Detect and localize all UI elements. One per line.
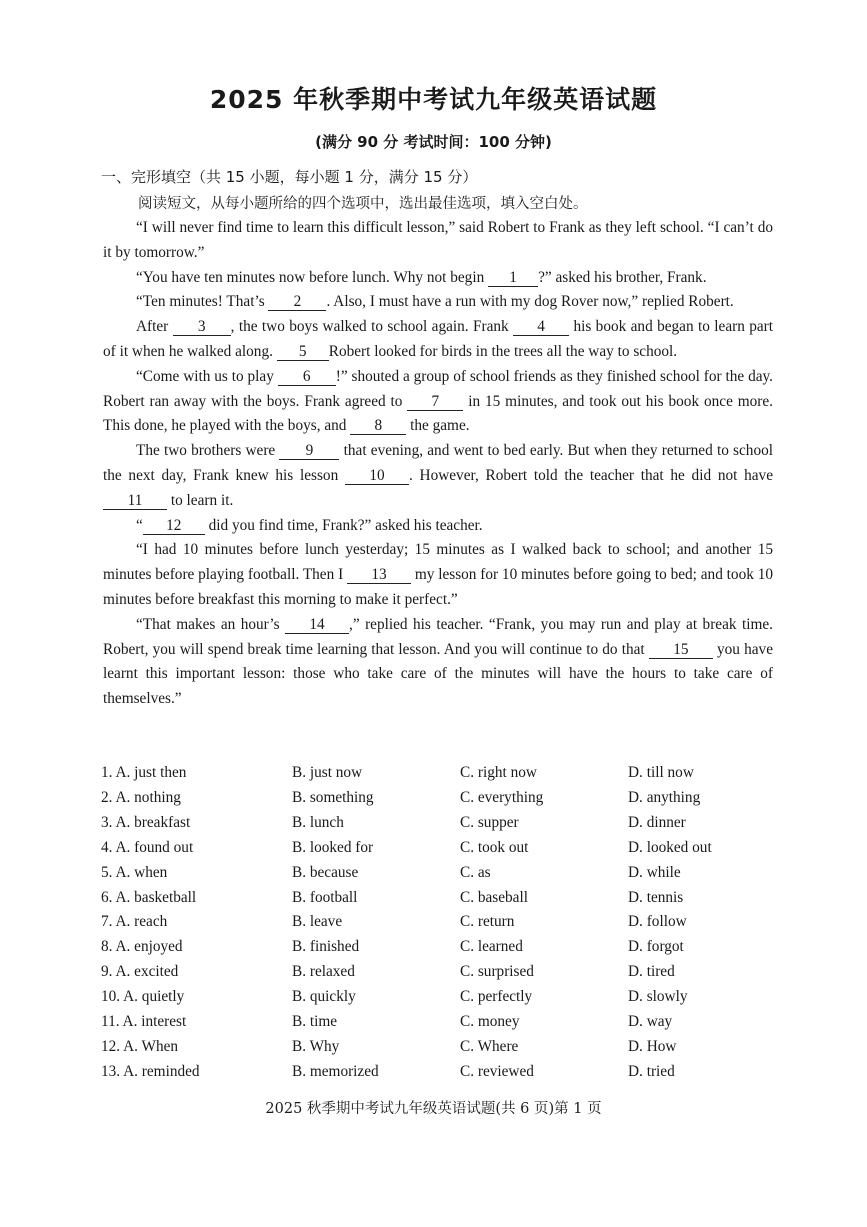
option-d: D. tried xyxy=(628,1062,675,1080)
option-c: C. learned xyxy=(460,938,523,956)
option-a: 6. A. basketball xyxy=(101,888,197,906)
option-c: C. as xyxy=(460,863,491,881)
option-b: B. memorized xyxy=(292,1062,379,1080)
option-b: B. time xyxy=(292,1013,338,1030)
option-b: B. because xyxy=(292,863,359,881)
option-d: D. tennis xyxy=(628,888,684,906)
option-b: B. quickly xyxy=(292,988,356,1006)
option-a: 9. A. excited xyxy=(101,963,179,981)
option-a: 8. A. enjoyed xyxy=(101,938,183,956)
option-d: D. forgot xyxy=(628,938,684,956)
blank-9: 9 xyxy=(279,442,339,460)
option-a: 4. A. found out xyxy=(101,838,194,856)
option-c: C. reviewed xyxy=(460,1062,534,1080)
paragraph: After 3 , the two boys walked to school again. Frank 4 his book and began to learn part of it when he walked along. 5 Robert looked for birds in the trees all the way to school. xyxy=(103,318,774,360)
option-d: D. dinner xyxy=(628,813,686,831)
option-c: C. baseball xyxy=(460,888,528,906)
page-footer: 2025 秋季期中考试九年级英语试题(共 6 页)第 1 页 xyxy=(265,1101,602,1117)
option-c: C. everything xyxy=(460,788,544,806)
section-instruction: 阅读短文，从每小题所给的四个选项中，选出最佳选项，填入空白处。 xyxy=(138,196,588,212)
option-d: D. anything xyxy=(628,788,701,806)
option-c: C. supper xyxy=(460,813,519,831)
blank-1: 1 xyxy=(488,269,538,287)
blank-12: 12 xyxy=(143,517,205,535)
option-b: B. just now xyxy=(292,764,363,781)
blank-10: 10 xyxy=(345,467,409,485)
option-a: 1. A. just then xyxy=(101,764,187,781)
option-b: B. Why xyxy=(292,1037,340,1055)
blank-3: 3 xyxy=(173,318,231,336)
paragraph: “I will never find time to learn this difficult lesson,” said Robert to Frank as they left school. “I can’t do it by tomorrow.” xyxy=(103,219,773,261)
blank-15: 15 xyxy=(649,641,713,659)
paragraph: “That makes an hour’s 14 ,” replied his teacher. “Frank, you may run and play at break time. Robert, you will spend break time learning that lesson. And you will continue to do that 15 you have learnt this important lesson: those who take care of the minutes will have the hours to take care of themselves.” xyxy=(103,615,774,708)
option-c: C. money xyxy=(460,1013,520,1030)
option-d: D. slowly xyxy=(628,988,688,1006)
option-d: D. tired xyxy=(628,963,675,981)
cloze-passage xyxy=(103,216,773,712)
option-b: B. something xyxy=(292,788,374,806)
blank-7: 7 xyxy=(407,393,463,411)
option-a: 11. A. interest xyxy=(101,1013,187,1030)
blank-4: 4 xyxy=(513,318,569,336)
option-c: C. right now xyxy=(460,764,537,781)
option-a: 5. A. when xyxy=(101,863,168,881)
option-c: C. Where xyxy=(460,1037,519,1055)
blank-5: 5 xyxy=(277,343,329,361)
paragraph: “ 12 did you find time, Frank?” asked his teacher. xyxy=(136,516,483,534)
blank-2: 2 xyxy=(268,293,326,311)
blank-11: 11 xyxy=(103,492,167,510)
option-a: 2. A. nothing xyxy=(101,788,181,806)
option-a: 13. A. reminded xyxy=(101,1062,200,1080)
paragraph: “Come with us to play 6 !” shouted a group of school friends as they finished school for the day. Robert ran away with the boys. Frank agreed to 7 in 15 minutes, and took out his book once more. This done, he played with the boys, and 8 the game. xyxy=(103,367,773,435)
option-b: B. lunch xyxy=(292,813,344,831)
option-c: C. return xyxy=(460,913,515,931)
option-d: D. looked out xyxy=(628,838,712,856)
option-d: D. till now xyxy=(628,764,694,781)
section-heading: 一、完形填空（共 15 小题，每小题 1 分，满分 15 分） xyxy=(101,168,478,186)
option-b: B. football xyxy=(292,888,358,906)
paragraph: “I had 10 minutes before lunch yesterday; 15 minutes as I walked back to school; and another 15 minutes before playing football. Then I 13 my lesson for 10 minutes before going to bed; and took 10 minutes before breakfast this morning to make it perfect.” xyxy=(103,541,773,608)
option-d: D. while xyxy=(628,863,681,881)
exam-info: (满分 90 分 考试时间：100 分钟) xyxy=(315,133,552,151)
paragraph: The two brothers were 9 that evening, and went to bed early. But when they returned to school the next day, Frank knew his lesson 10 . However, Robert told the teacher that he did not have 11 to learn it. xyxy=(103,442,773,509)
option-d: D. How xyxy=(628,1037,677,1055)
option-b: B. relaxed xyxy=(292,963,355,981)
option-a: 7. A. reach xyxy=(101,913,168,931)
option-c: C. took out xyxy=(460,838,529,856)
blank-8: 8 xyxy=(350,417,406,435)
page-title: 2025 年秋季期中考试九年级英语试题 xyxy=(209,85,658,114)
option-c: C. surprised xyxy=(460,963,534,981)
option-a: 3. A. breakfast xyxy=(101,813,191,831)
option-d: D. follow xyxy=(628,913,687,931)
blank-14: 14 xyxy=(285,616,349,634)
paragraph: “Ten minutes! That’s 2 . Also, I must have a run with my dog Rover now,” replied Robert. xyxy=(136,293,734,311)
option-b: B. finished xyxy=(292,938,360,956)
option-a: 10. A. quietly xyxy=(101,988,185,1006)
option-c: C. perfectly xyxy=(460,988,533,1006)
option-d: D. way xyxy=(628,1013,673,1030)
blank-6: 6 xyxy=(278,368,336,386)
blank-13: 13 xyxy=(347,566,411,584)
option-b: B. looked for xyxy=(292,838,374,856)
paragraph: “You have ten minutes now before lunch. Why not begin 1 ?” asked his brother, Frank. xyxy=(136,268,707,286)
option-b: B. leave xyxy=(292,913,343,931)
option-a: 12. A. When xyxy=(101,1037,179,1055)
